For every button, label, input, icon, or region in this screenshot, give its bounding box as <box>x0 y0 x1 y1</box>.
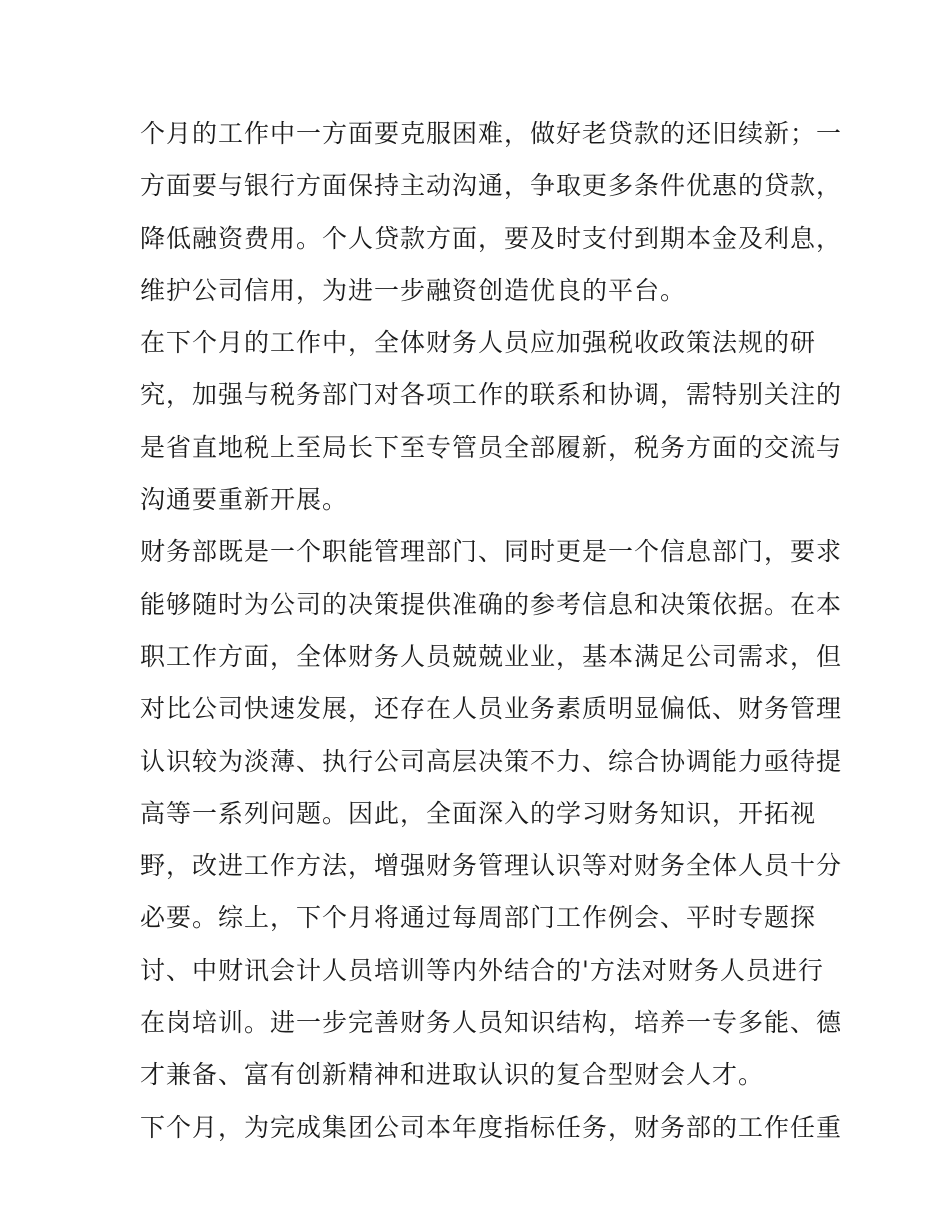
document-body <box>140 108 843 1154</box>
text-line: 是省直地税上至局长下至专管员全部履新，税务方面的交流与 <box>140 432 843 462</box>
paragraph-training <box>140 526 843 1101</box>
text-line: 认识较为淡薄、执行公司高层决策不力、综合协调能力亟待提 <box>140 746 843 776</box>
text-line: 才兼备、富有创新精神和进取认识的复合型财会人才。 <box>140 1060 765 1090</box>
text-line: 沟通要重新开展。 <box>140 485 349 515</box>
text-line: 必要。综上，下个月将通过每周部门工作例会、平时专题探 <box>140 903 817 933</box>
text-line: 高等一系列问题。因此，全面深入的学习财务知识，开拓视 <box>140 798 817 828</box>
text-line: 财务部既是一个职能管理部门、同时更是一个信息部门，要求 <box>140 537 843 567</box>
text-line: 在岗培训。进一步完善财务人员知识结构，培养一专多能、德 <box>140 1008 843 1038</box>
text-line: 对比公司快速发展，还存在人员业务素质明显偏低、财务管理 <box>140 694 843 724</box>
text-line: 职工作方面，全体财务人员兢兢业业，基本满足公司需求，但 <box>140 641 843 671</box>
paragraph-loan <box>140 108 843 317</box>
text-line: 野，改进工作方法，增强财务管理认识等对财务全体人员十分 <box>140 851 843 881</box>
paragraph-tax <box>140 317 843 526</box>
text-line: 下个月，为完成集团公司本年度指标任务，财务部的工作任重 <box>140 1112 843 1142</box>
text-line: 维护公司信用，为进一步融资创造优良的平台。 <box>140 275 687 305</box>
paragraph-next-month <box>140 1102 843 1154</box>
text-line: 能够随时为公司的决策提供准确的参考信息和决策依据。在本 <box>140 589 843 619</box>
text-line: 究，加强与税务部门对各项工作的联系和协调，需特别关注的 <box>140 380 843 410</box>
text-line: 降低融资费用。个人贷款方面，要及时支付到期本金及利息， <box>140 223 843 253</box>
text-line: 在下个月的工作中，全体财务人员应加强税收政策法规的研 <box>140 328 817 358</box>
text-line: 方面要与银行方面保持主动沟通，争取更多条件优惠的贷款， <box>140 171 843 201</box>
text-line: 讨、中财讯会计人员培训等内外结合的'方法对财务人员进行 <box>140 955 824 985</box>
text-line: 个月的工作中一方面要克服困难，做好老贷款的还旧续新；一 <box>140 119 843 148</box>
